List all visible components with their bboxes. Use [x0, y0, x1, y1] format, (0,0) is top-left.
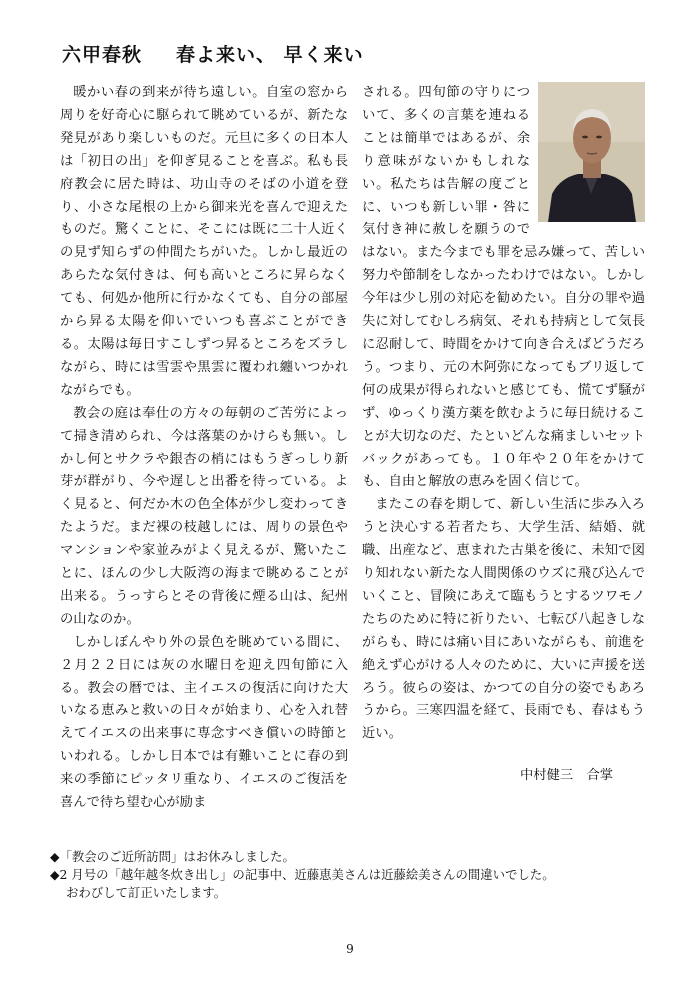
left-column: [60, 82, 348, 815]
page-number: 9: [346, 942, 354, 956]
author-signature: 中村健三 合掌: [520, 768, 614, 783]
portrait-image: [538, 82, 645, 222]
paragraph: またこの春を期して、新しい生活に歩み入ろうと決心する若者たち、大学生活、結婚、就職、出産など、恵まれた古巣を後に、未知で図り知れない新たな人間関係のウズに飛び込んでいくこと、冒険にあえて臨もうとするツワモノたちのために特に祈りたい、七転び八起きしながらも、時には痛い目にあいながらも、前進を絶えず心がける人々のために、大いに声援を送ろう。彼らの姿は、かつての自分の姿でもあろうから。三寒四温を経て、長雨でも、春はもう近い。: [362, 497, 645, 742]
notice-item: おわびして訂正いたします。: [66, 885, 227, 900]
column-name: 六甲春秋: [62, 44, 143, 66]
paragraph: 暖かい春の到来が待ち遠しい。自室の窓から周りを好奇心に駆られて眺めているが、新たな発見があり楽しいものだ。元旦に多くの日本人は「初日の出」を仰ぎ見ることを喜ぶ。私も長府教会に居た時は、功山寺のそばの小道を登り、小さな尾根の上から御来光を喜んで迎えたものだ。驚くことに、そこには既に二十人近くの見ず知らずの仲間たちがいた。しかし最近のあらたな気付きは、何も高いところに昇らなくても、何処か他所に行かなくても、自分の部屋から昇る太陽を仰いでいつも喜ぶことができる。太陽は毎日すこしずつ昇るところをズラしながら、時には雪雲や黒雲に覆われ纏いつかれながらでも。: [60, 85, 348, 398]
paragraph: される。四旬節の守りについて、多くの言葉を連ねることは簡単ではあるが、余り意味がないかもしれない。私たちは告解の度ごとに、いつも新しい罪・咎に気付き神に赦しを願うのではない。また今までも罪を忌み嫌って、苦しい努力や節制をしなかったわけではない。しかし今年は少し別の対応を勧めたい。自分の罪や過失に対してむしろ病気、それも持病として気長に忍耐して、時間をかけて向き合えばどうだろう。つまり、元の木阿弥になってもブリ返して何の成果が得られないと感じても、慌てず騒がず、ゆっくり漢方薬を飲むように毎日続けることが大切なのだ、たといどんな痛ましいセットバックがあっても。１０年や２０年をかけても、自由と解放の恵みを固く信じて。: [362, 85, 645, 490]
right-column: [362, 82, 645, 746]
notices: [50, 848, 555, 902]
paragraph: しかしぼんやり外の景色を眺めている間に、２月２２日には灰の水曜日を迎え四旬節に入る。教会の暦では、主イエスの復活に向けた大いなる恵みと救いの日々が始まり、心を入れ替えてイエスの出来事に専念すべき償いの時節といわれる。しかし日本では有難いことに春の到来の季節にピッタリ重なり、イエスのご復活を喜んで待ち望む心が励ま: [60, 634, 348, 811]
notice-item: ◆「教会のご近所訪問」はお休みしました。: [50, 849, 295, 864]
author-photo: [538, 82, 645, 222]
page-title: [62, 40, 364, 67]
notice-item: ◆2 月号の「越年越冬炊き出し」の記事中、近藤恵美さんは近藤絵美さんの間違いでした。: [50, 867, 555, 882]
article-title: 春よ来い、 早く来い: [176, 44, 364, 66]
paragraph: 教会の庭は奉仕の方々の毎朝のご苦労によって掃き清められ、今は落葉のかけらも無い。しかし何とサクラや銀杏の梢にはもうぎっしり新芽が群がり、今や遅しと出番を待っている。よく見ると、何だか木の色全体が少し変わってきたようだ。まだ裸の枝越しには、周りの景色やマンションや家並みがよく見えるが、驚いたことに、ほんの少し大阪湾の海まで眺めることが出来る。うっすらとその背後に煙る山は、紀州の山なのか。: [60, 405, 348, 627]
